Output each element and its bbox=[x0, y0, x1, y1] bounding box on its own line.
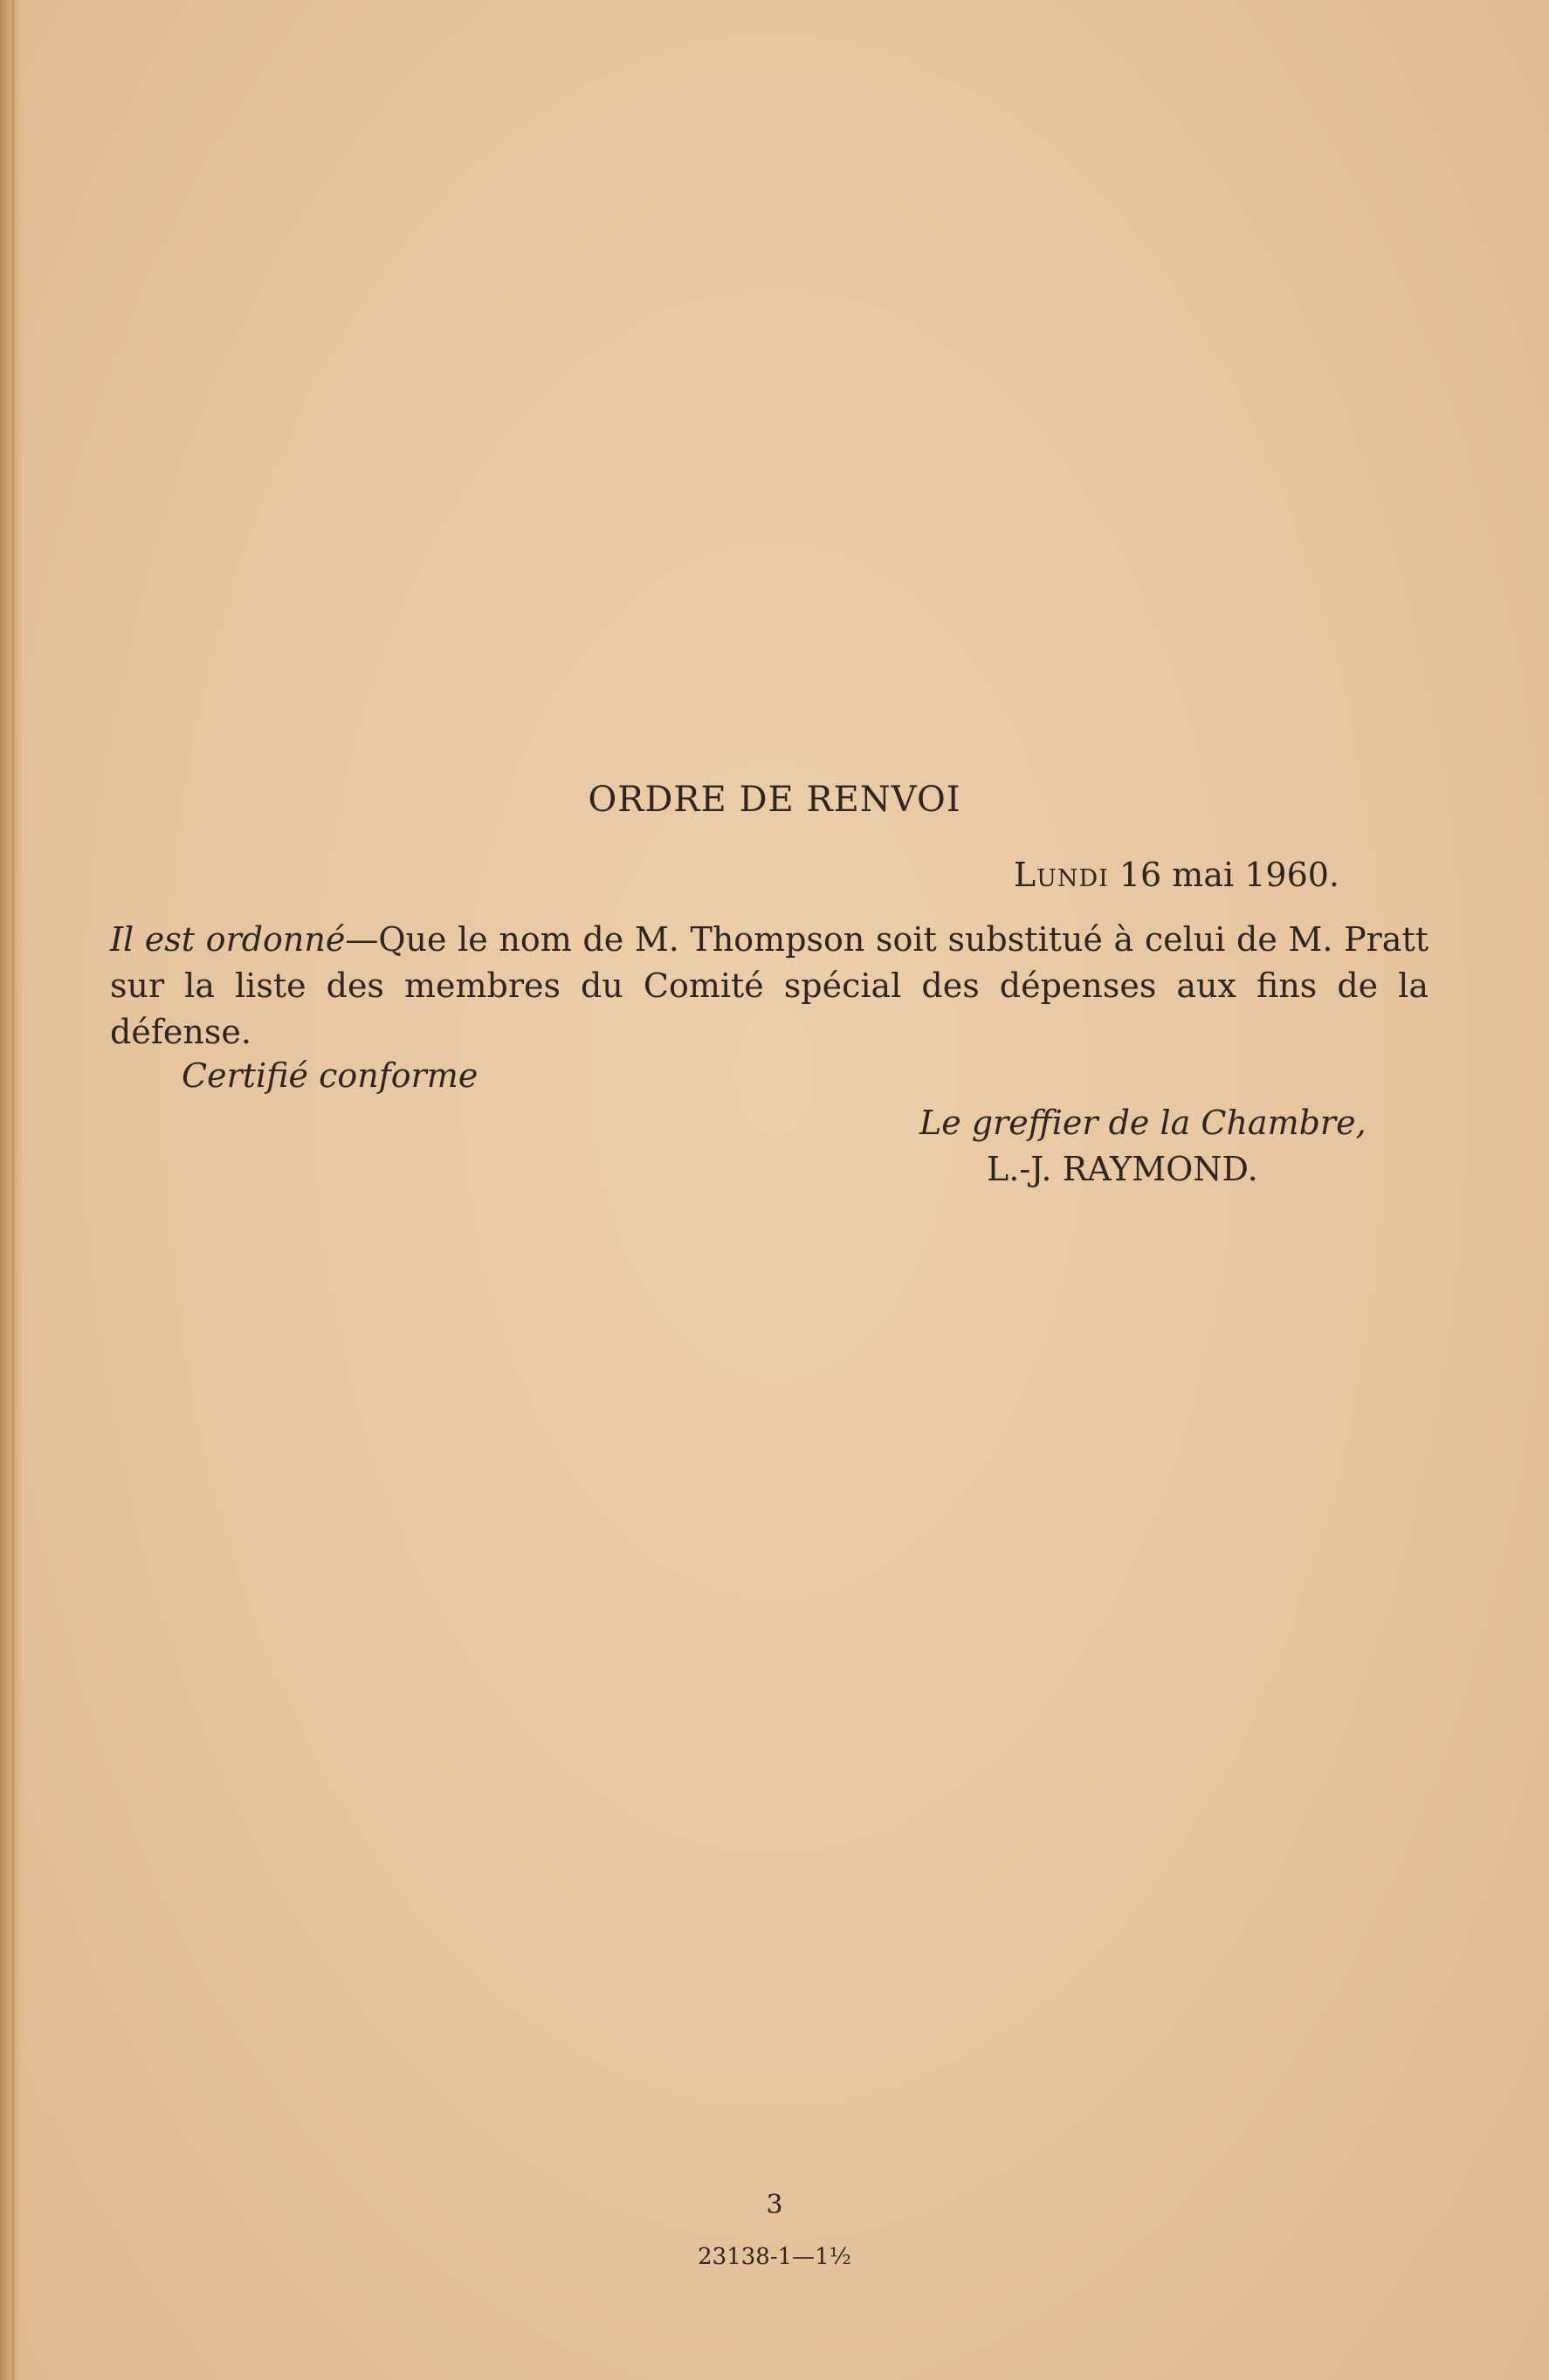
date-day: Lundi bbox=[1013, 856, 1109, 894]
document-date bbox=[1014, 856, 1339, 894]
binding-line bbox=[12, 0, 14, 2380]
certification-line: Certifié conforme bbox=[182, 1056, 478, 1095]
order-text: —Que le nom de M. Thompson soit substitué à celui de M. Pratt sur la liste des membres du Comité spécial des dépenses aux fins de la défense. bbox=[110, 920, 1429, 1051]
document-title: ORDRE DE RENVOI bbox=[588, 780, 961, 820]
signatory-name: L.-J. RAYMOND. bbox=[987, 1150, 1258, 1188]
print-code: 23138-1—1½ bbox=[698, 2244, 851, 2270]
date-rest: 16 mai 1960. bbox=[1108, 856, 1339, 894]
page-number: 3 bbox=[766, 2190, 783, 2220]
binding-edge bbox=[0, 0, 23, 2380]
signatory-title: Le greffier de la Chambre, bbox=[919, 1104, 1367, 1142]
order-paragraph bbox=[110, 917, 1429, 1056]
order-lead: Il est ordonné bbox=[110, 920, 346, 959]
